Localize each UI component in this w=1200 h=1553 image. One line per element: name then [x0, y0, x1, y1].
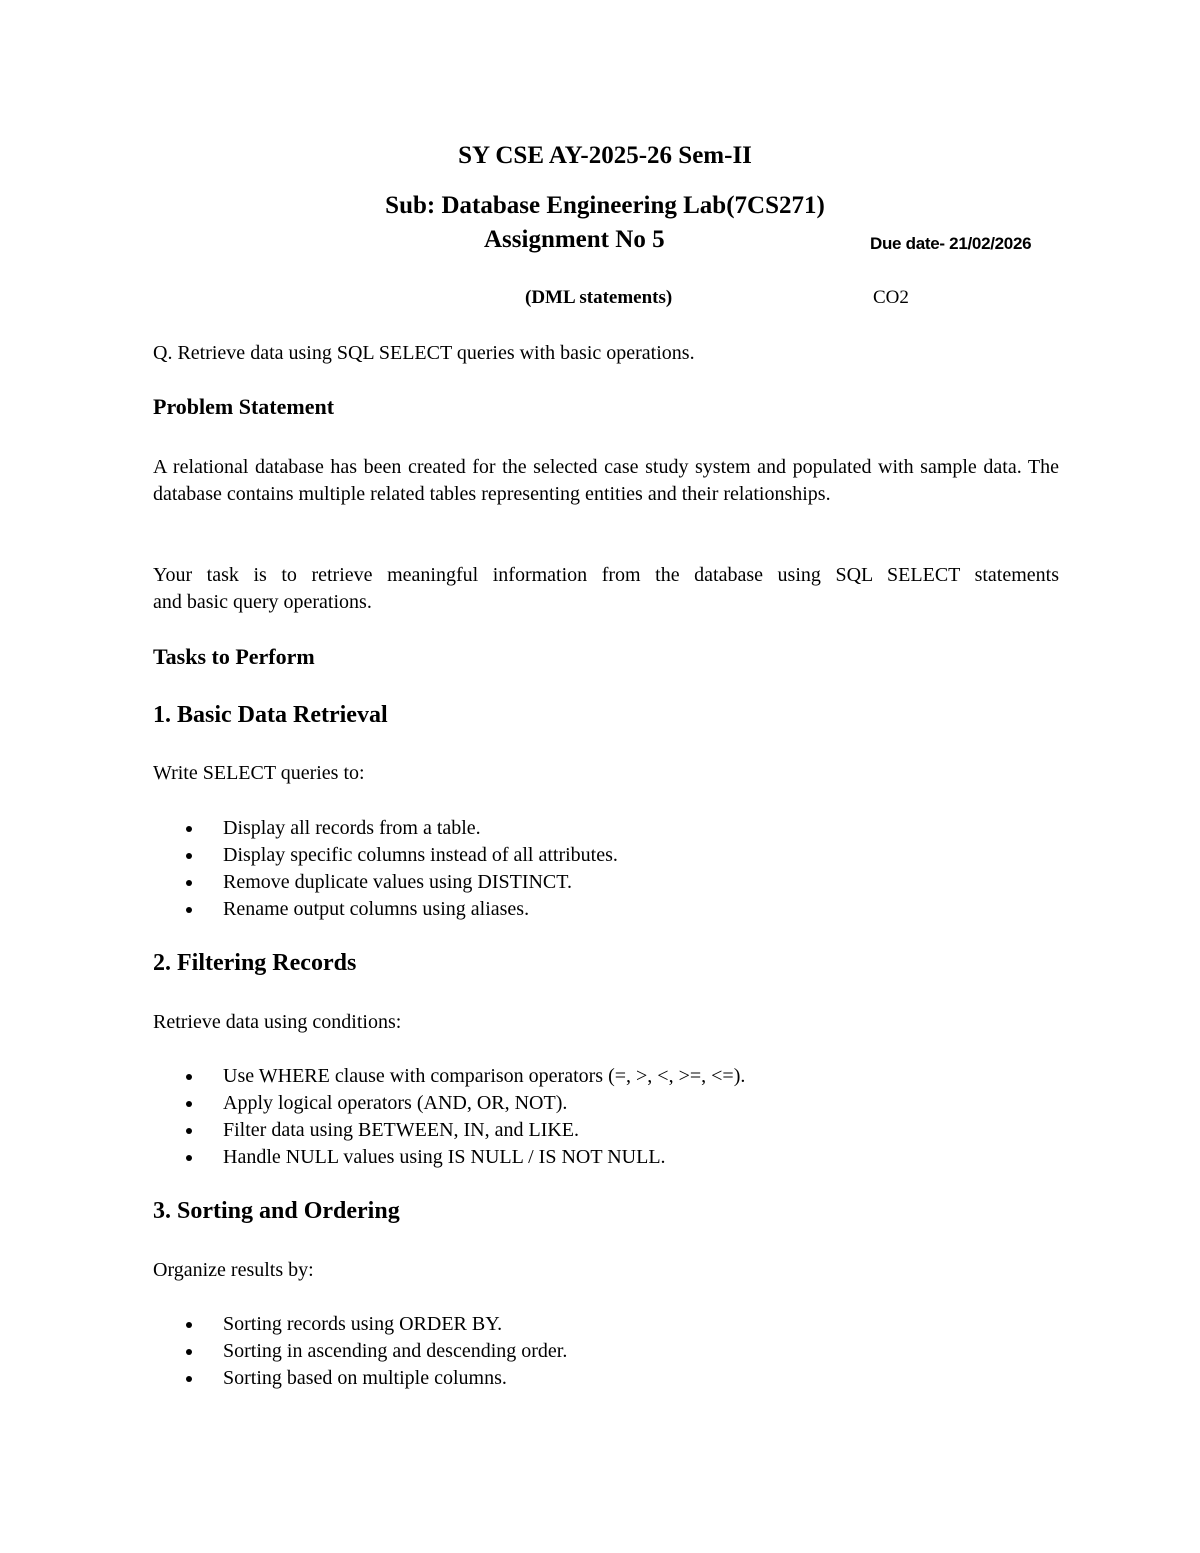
- problem-paragraph-2-text: Your task is to retrieve meaningful information from the database using SQL SELECT statements: [153, 564, 1059, 586]
- list-item: [153, 842, 618, 869]
- section-list: [153, 815, 618, 923]
- due-date: Due date- 21/02/2026: [870, 234, 1032, 253]
- bullet-icon: [186, 1376, 192, 1382]
- course-outcome: CO2: [873, 287, 909, 308]
- question-text: Q. Retrieve data using SQL SELECT queries with basic operations.: [153, 342, 695, 364]
- list-item: [153, 1090, 745, 1117]
- list-item-text: Apply logical operators (AND, OR, NOT).: [223, 1092, 568, 1114]
- section-intro: Write SELECT queries to:: [153, 762, 365, 784]
- list-item-text: Sorting records using ORDER BY.: [223, 1313, 503, 1335]
- section-intro: Organize results by:: [153, 1259, 314, 1281]
- list-item-text: Use WHERE clause with comparison operators (=, >, <, >=, <=).: [223, 1065, 746, 1087]
- section-heading: 3. Sorting and Ordering: [153, 1198, 400, 1224]
- bullet-icon: [186, 853, 192, 859]
- tasks-heading: Tasks to Perform: [153, 644, 315, 669]
- problem-paragraph-1-text: A relational database has been created for the selected case study system and populated with sample data. The database contains multiple related tables representing entities and their: [153, 456, 1059, 505]
- list-item-text: Sorting based on multiple columns.: [223, 1367, 507, 1389]
- bullet-icon: [186, 1349, 192, 1355]
- section-heading: 1. Basic Data Retrieval: [153, 702, 388, 728]
- bullet-icon: [186, 1101, 192, 1107]
- bullet-icon: [186, 907, 192, 913]
- list-item: [153, 1338, 567, 1365]
- list-item-text: Rename output columns using aliases.: [223, 898, 530, 920]
- header-title: SY CSE AY-2025-26 Sem-II: [458, 142, 752, 169]
- section-list: [153, 1063, 745, 1171]
- bullet-icon: [186, 1322, 192, 1328]
- list-item-text: Remove duplicate values using DISTINCT.: [223, 871, 573, 893]
- bullet-icon: [186, 1128, 192, 1134]
- bullet-icon: [186, 880, 192, 886]
- problem-heading: Problem Statement: [153, 394, 335, 419]
- bullet-icon: [186, 826, 192, 832]
- bullet-icon: [186, 1155, 192, 1161]
- problem-paragraph-1: [153, 454, 1059, 508]
- list-item-text: Sorting in ascending and descending order.: [223, 1340, 568, 1362]
- list-item: [153, 815, 618, 842]
- assignment-title: Assignment No 5: [484, 226, 665, 253]
- list-item: [153, 1365, 567, 1392]
- subject-title: Sub: Database Engineering Lab(7CS271): [385, 192, 825, 219]
- list-item-text: Handle NULL values using IS NULL / IS NOT NULL.: [223, 1146, 666, 1168]
- section-list: [153, 1311, 567, 1392]
- problem-paragraph-1-end: relationships.: [723, 483, 831, 505]
- list-item: [153, 1117, 745, 1144]
- list-item-text: Display all records from a table.: [223, 817, 481, 839]
- list-item-text: Display specific columns instead of all attributes.: [223, 844, 618, 866]
- list-item: [153, 896, 618, 923]
- problem-paragraph-2: [153, 562, 1059, 589]
- list-item: [153, 1144, 745, 1171]
- topic-label: (DML statements): [525, 287, 673, 308]
- list-item: [153, 869, 618, 896]
- list-item-text: Filter data using BETWEEN, IN, and LIKE.: [223, 1119, 580, 1141]
- bullet-icon: [186, 1074, 192, 1080]
- list-item: [153, 1063, 745, 1090]
- list-item: [153, 1311, 567, 1338]
- problem-paragraph-2-end: and basic query operations.: [153, 591, 372, 613]
- section-intro: Retrieve data using conditions:: [153, 1011, 402, 1033]
- section-heading: 2. Filtering Records: [153, 950, 357, 976]
